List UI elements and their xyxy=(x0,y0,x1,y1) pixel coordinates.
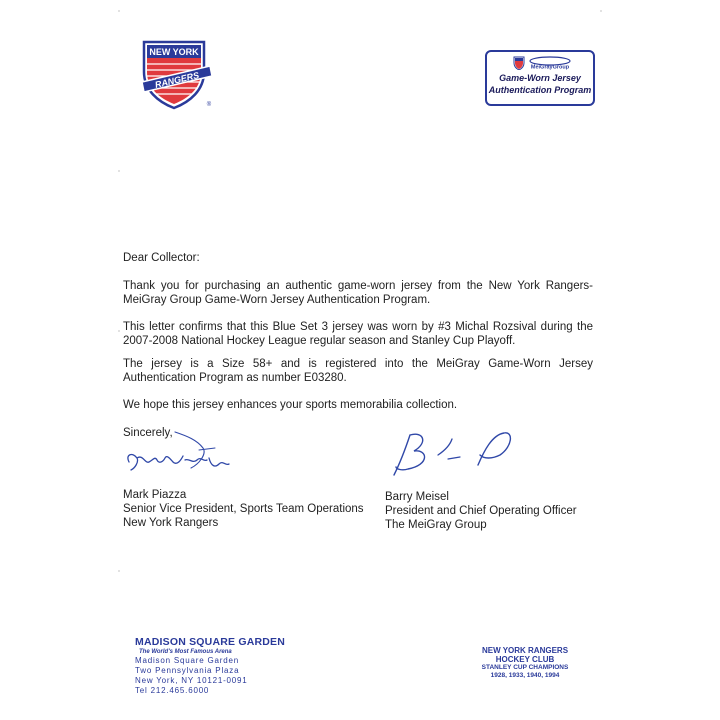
paragraph-registration: The jersey is a Size 58+ and is registered into the MeiGray Game-Worn Jersey Authentication Program as number E03280. xyxy=(123,358,593,384)
signer-block-piazza xyxy=(123,488,364,530)
logo-team-text: RANGERS xyxy=(153,70,201,90)
authentication-program-badge xyxy=(485,50,595,106)
scan-speck xyxy=(118,570,120,572)
signer-title: President and Chief Operating Officer xyxy=(385,505,577,517)
logo-city-text: NEW YORK xyxy=(149,47,199,57)
club-name: NEW YORK RANGERS xyxy=(481,646,569,655)
signature-mark-piazza xyxy=(115,424,245,484)
logo-registered-mark: ® xyxy=(206,102,212,108)
signer-title: Senior Vice President, Sports Team Operations xyxy=(123,503,364,515)
club-champions-label: STANLEY CUP CHAMPIONS xyxy=(481,664,569,671)
scan-speck xyxy=(118,170,120,172)
scan-speck xyxy=(600,10,602,12)
signature-barry-meisel xyxy=(380,425,520,485)
meigray-logo-text: MeiGrayGroup xyxy=(530,64,570,70)
meigray-logo xyxy=(513,56,573,70)
msg-logo: MADISON SQUARE GARDEN xyxy=(135,636,286,648)
badge-line-1: Game-Worn Jersey xyxy=(499,73,581,83)
signer-name: Barry Meisel xyxy=(385,491,449,503)
scan-speck xyxy=(118,10,120,12)
address-line: Madison Square Garden xyxy=(135,656,239,665)
phone-line: Tel 212.465.6000 xyxy=(135,686,210,695)
footer-msg-block xyxy=(135,636,285,695)
paragraph-closing-wish: We hope this jersey enhances your sports memorabilia collection. xyxy=(123,399,458,411)
rangers-logo xyxy=(138,38,214,110)
signer-name: Mark Piazza xyxy=(123,489,187,501)
signer-block-meisel xyxy=(385,490,577,532)
paragraph-confirmation: This letter confirms that this Blue Set 3 jersey was worn by #3 Michal Rozsival during the 2007-2008 National Hockey League regular season and Stanley Cup Playoff. xyxy=(123,321,593,347)
paragraph-purchase: Thank you for purchasing an authentic game-worn jersey from the New York Rangers-MeiGray Group Game-Worn Jersey Authentication Program. xyxy=(123,280,593,306)
club-subtitle: HOCKEY CLUB xyxy=(495,655,555,664)
msg-tagline: The World's Most Famous Arena xyxy=(139,649,232,655)
scan-speck xyxy=(118,330,120,332)
signer-organization: New York Rangers xyxy=(123,517,219,529)
signer-organization: The MeiGray Group xyxy=(385,519,487,531)
greeting: Dear Collector: xyxy=(123,252,200,264)
badge-line-2: Authentication Program xyxy=(488,85,592,95)
footer-club-block xyxy=(465,646,585,680)
club-champion-years: 1928, 1933, 1940, 1994 xyxy=(490,672,560,679)
address-line: New York, NY 10121-0091 xyxy=(135,676,248,685)
closing: Sincerely, xyxy=(123,427,173,439)
address-line: Two Pennsylvania Plaza xyxy=(135,666,240,675)
